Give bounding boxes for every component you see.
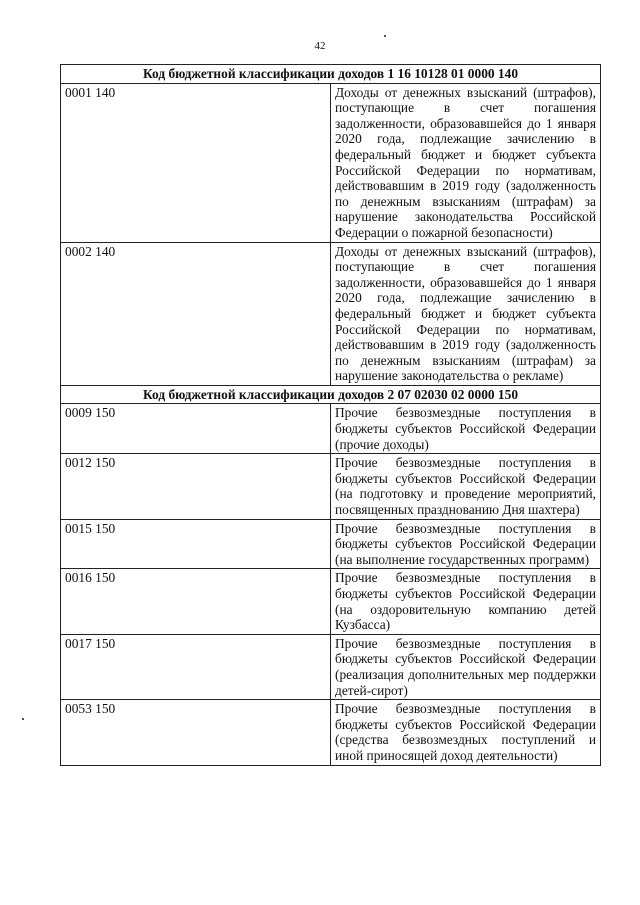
budget-classification-table xyxy=(60,64,601,766)
row-code: 0012 150 xyxy=(61,454,331,519)
table-row xyxy=(61,700,601,765)
row-description: Доходы от денежных взысканий (штрафов), поступающие в счет погашения задолженности, образовавшейся до 1 января 2020 года, подлежащие зачислению в федеральный бюджет и бюджет субъекта Российской Федерации по нормативам, действовавшим в 2019 году (задолженность по денежным взысканиям (штрафам) за нарушение законодательства о рекламе) xyxy=(331,242,601,385)
row-description: Доходы от денежных взысканий (штрафов), поступающие в счет погашения задолженности, образовавшейся до 1 января 2020 года, подлежащие зачислению в федеральный бюджет и бюджет субъекта Российской Федерации по нормативам, действовавшим в 2019 году (задолженность по денежным взысканиям (штрафам) за нарушение законодательства Российской Федерации о пожарной безопасности) xyxy=(331,83,601,242)
table-row xyxy=(61,83,601,242)
scan-speck xyxy=(22,718,24,720)
table-row xyxy=(61,242,601,385)
row-code: 0015 150 xyxy=(61,519,331,569)
row-code: 0009 150 xyxy=(61,404,331,454)
row-description: Прочие безвозмездные поступления в бюджеты субъектов Российской Федерации (на выполнение государственных программ) xyxy=(331,519,601,569)
table-row xyxy=(61,454,601,519)
table-row xyxy=(61,519,601,569)
section-header-row xyxy=(61,65,601,84)
page-number: 42 xyxy=(314,40,326,52)
section-header: Код бюджетной классификации доходов 1 16 10128 01 0000 140 xyxy=(61,65,601,84)
row-code: 0001 140 xyxy=(61,83,331,242)
row-description: Прочие безвозмездные поступления в бюджеты субъектов Российской Федерации (средства безвозмездных поступлений и иной приносящей доход деятельности) xyxy=(331,700,601,765)
section-header: Код бюджетной классификации доходов 2 07 02030 02 0000 150 xyxy=(61,385,601,404)
row-description: Прочие безвозмездные поступления в бюджеты субъектов Российской Федерации (на подготовку и проведение мероприятий, посвященных празднованию Дня шахтера) xyxy=(331,454,601,519)
scan-speck xyxy=(384,35,386,37)
section-header-row xyxy=(61,385,601,404)
row-code: 0017 150 xyxy=(61,634,331,699)
row-description: Прочие безвозмездные поступления в бюджеты субъектов Российской Федерации (прочие доходы) xyxy=(331,404,601,454)
row-code: 0053 150 xyxy=(61,700,331,765)
table-row xyxy=(61,569,601,634)
row-code: 0016 150 xyxy=(61,569,331,634)
table-row xyxy=(61,634,601,699)
row-description: Прочие безвозмездные поступления в бюджеты субъектов Российской Федерации (на оздоровительную компанию детей Кузбасса) xyxy=(331,569,601,634)
row-code: 0002 140 xyxy=(61,242,331,385)
row-description: Прочие безвозмездные поступления в бюджеты субъектов Российской Федерации (реализация дополнительных мер поддержки детей-сирот) xyxy=(331,634,601,699)
table-row xyxy=(61,404,601,454)
